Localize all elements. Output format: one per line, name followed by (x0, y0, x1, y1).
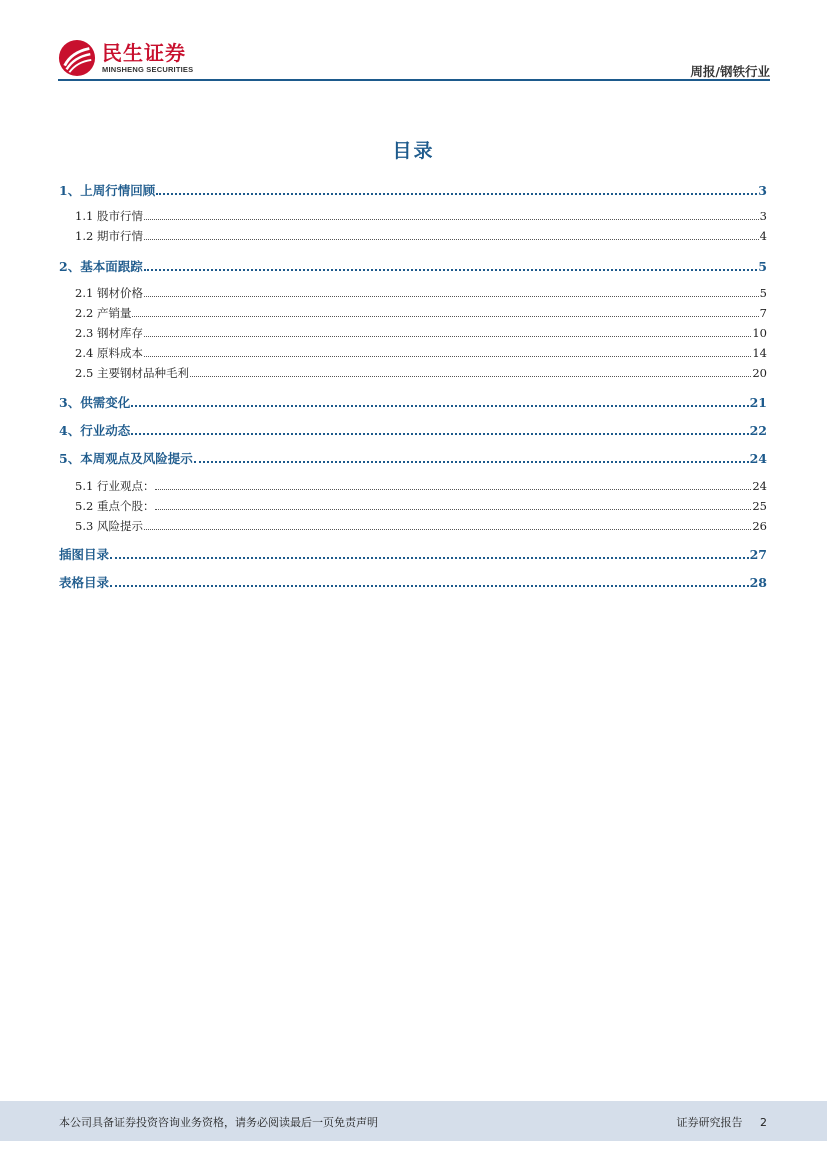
toc-entry-label: 5、本周观点及风险提示 (59, 451, 193, 466)
toc-dot-leader (155, 480, 751, 490)
toc-subsection-entry[interactable] (75, 228, 767, 244)
toc-subsection-entry[interactable] (75, 345, 767, 361)
toc-entry-page: 26 (752, 519, 767, 533)
minsheng-logo-icon (58, 39, 96, 77)
toc-subsection-entry[interactable] (75, 325, 767, 341)
toc-entry-page: 3 (759, 209, 767, 223)
toc-entry-page: 14 (752, 346, 767, 360)
toc-subsection-entry[interactable] (75, 478, 767, 494)
toc-dot-leader (190, 367, 751, 377)
toc-dot-leader (156, 184, 757, 195)
company-logo (58, 38, 193, 78)
page-footer (0, 1101, 827, 1141)
toc-dot-leader (144, 327, 751, 337)
toc-section-entry[interactable] (59, 573, 767, 591)
toc-dot-leader (144, 230, 759, 240)
toc-entry-label: 2.1 钢材价格 (75, 286, 143, 300)
toc-dot-leader (110, 548, 749, 559)
toc-dot-leader (144, 210, 759, 220)
toc-entry-label: 2、基本面跟踪 (59, 259, 143, 274)
toc-dot-leader (131, 396, 748, 407)
footer-meta (677, 1114, 768, 1130)
toc-entry-label: 2.5 主要钢材品种毛利 (75, 366, 189, 380)
toc-entry-page: 10 (752, 326, 767, 340)
toc-entry-page: 24 (752, 479, 767, 493)
toc-entry-page: 20 (752, 366, 767, 380)
toc-entry-label: 插图目录 (59, 547, 110, 562)
toc-entry-label: 5.3 风险提示 (75, 519, 143, 533)
report-category: 周报/钢铁行业 (690, 64, 770, 79)
toc-subsection-entry[interactable] (75, 208, 767, 224)
toc-entry-label: 1.2 期市行情 (75, 229, 143, 243)
toc-entry-label: 表格目录 (59, 575, 110, 590)
toc-entry-page: 3 (758, 183, 767, 198)
footer-page-number: 2 (760, 1116, 767, 1129)
toc-section-entry[interactable] (59, 393, 767, 411)
toc-dot-leader (144, 520, 751, 530)
toc-section-entry[interactable] (59, 181, 767, 199)
toc-entry-label: 5.1 行业观点： (75, 479, 155, 493)
logo-chinese-name: 民生证券 (102, 40, 186, 65)
toc-dot-leader (110, 576, 749, 587)
toc-entry-page: 22 (749, 423, 767, 438)
toc-dot-leader (131, 424, 748, 435)
toc-entry-page: 24 (749, 451, 767, 466)
toc-entry-label: 5.2 重点个股： (75, 499, 155, 513)
toc-entry-page: 5 (758, 259, 767, 274)
toc-dot-leader (144, 260, 758, 271)
toc-entry-page: 5 (759, 286, 767, 300)
toc-section-entry[interactable] (59, 257, 767, 275)
toc-entry-label: 4、行业动态 (59, 423, 131, 438)
toc-entry-page: 27 (749, 547, 767, 562)
toc-dot-leader (132, 307, 758, 317)
toc-entry-label: 2.3 钢材库存 (75, 326, 143, 340)
toc-entry-page: 25 (752, 499, 767, 513)
footer-doc-type: 证券研究报告 (676, 1116, 743, 1129)
logo-english-name: MINSHENG SECURITIES (102, 64, 194, 74)
toc-entry-page: 7 (759, 306, 767, 320)
toc-entry-page: 4 (759, 229, 767, 243)
page-header (58, 38, 770, 80)
toc-dot-leader (194, 452, 749, 463)
toc-dot-leader (144, 347, 751, 357)
toc-dot-leader (155, 500, 751, 510)
footer-disclaimer: 本公司具备证券投资咨询业务资格，请务必阅读最后一页免责声明 (59, 1116, 378, 1129)
toc-section-entry[interactable] (59, 545, 767, 563)
toc-subsection-entry[interactable] (75, 518, 767, 534)
toc-title: 目录 (392, 140, 435, 162)
toc-subsection-entry[interactable] (75, 305, 767, 321)
toc-entry-label: 1.1 股市行情 (75, 209, 143, 223)
toc-subsection-entry[interactable] (75, 285, 767, 301)
toc-entry-label: 2.2 产销量 (75, 306, 132, 320)
toc-entry-label: 3、供需变化 (59, 395, 131, 410)
toc-entry-label: 1、上周行情回顾 (59, 183, 156, 198)
toc-section-entry[interactable] (59, 449, 767, 467)
toc-section-entry[interactable] (59, 421, 767, 439)
toc-subsection-entry[interactable] (75, 365, 767, 381)
toc-entry-page: 28 (749, 575, 767, 590)
toc-dot-leader (144, 287, 759, 297)
header-divider (58, 79, 770, 81)
toc-entry-page: 21 (749, 395, 767, 410)
toc-entry-label: 2.4 原料成本 (75, 346, 143, 360)
toc-subsection-entry[interactable] (75, 498, 767, 514)
